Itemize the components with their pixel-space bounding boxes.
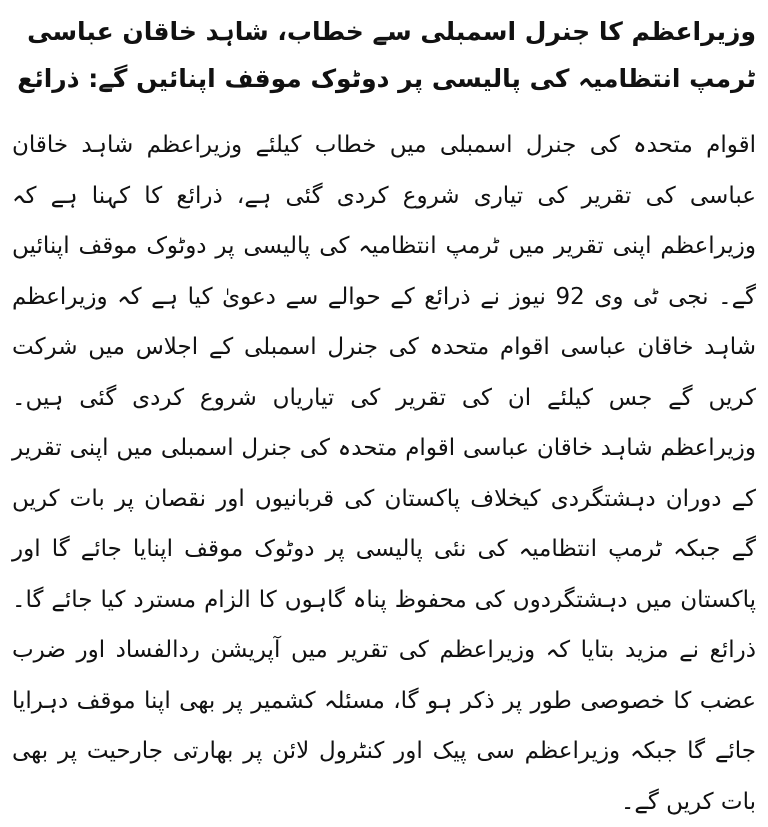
news-article <box>12 8 756 815</box>
article-body: اقوام متحدہ کی جنرل اسمبلی میں خطاب کیلئے وزیراعظم شاہد خاقان عباسی کی تقریر کی تیاری شروع کردی گئی ہے، ذرائع کا کہنا ہے کہ وزیراعظم اپنی تقریر میں ٹرمپ انتظامیہ کی پالیسی پر دوٹوک موقف اپنائیں گے۔ نجی ٹی وی 92 نیوز نے ذرائع کے حوالے سے دعویٰ کیا ہے کہ وزیراعظم شاہد خاقان عباسی اقوام متحدہ کی جنرل اسمبلی کے اجلاس میں شرکت کریں گے جس کیلئے ان کی تقریر کی تیاریاں شروع کردی گئی ہیں۔ وزیراعظم شاہد خاقان عباسی اقوام متحدہ کی جنرل اسمبلی میں اپنی تقریر کے دوران دہشتگردی کیخلاف پاکستان کی قربانیوں اور نقصان پر بات کریں گے جبکہ ٹرمپ انتظامیہ کی نئی پالیسی پر دوٹوک موقف اپنایا جائے گا اور پاکستان میں دہشتگردوں کی محفوظ پناہ گاہوں کا الزام مسترد کیا جائے گا۔ ذرائع نے مزید بتایا کہ وزیراعظم کی تقریر میں آپریشن ردالفساد اور ضرب عضب کا خصوصی طور پر ذکر ہو گا، مسئلہ کشمیر پر بھی اپنا موقف دہرایا جائے گا جبکہ وزیراعظم سی پیک اور کنٹرول لائن پر بھارتی جارحیت پر بھی بات کریں گے۔ <box>12 132 756 815</box>
article-headline: وزیراعظم کا جنرل اسمبلی سے خطاب، شاہد خاقان عباسی ٹرمپ انتظامیہ کی پالیسی پر دوٹوک موقف اپنائیں گے: ذرائع <box>17 17 756 93</box>
